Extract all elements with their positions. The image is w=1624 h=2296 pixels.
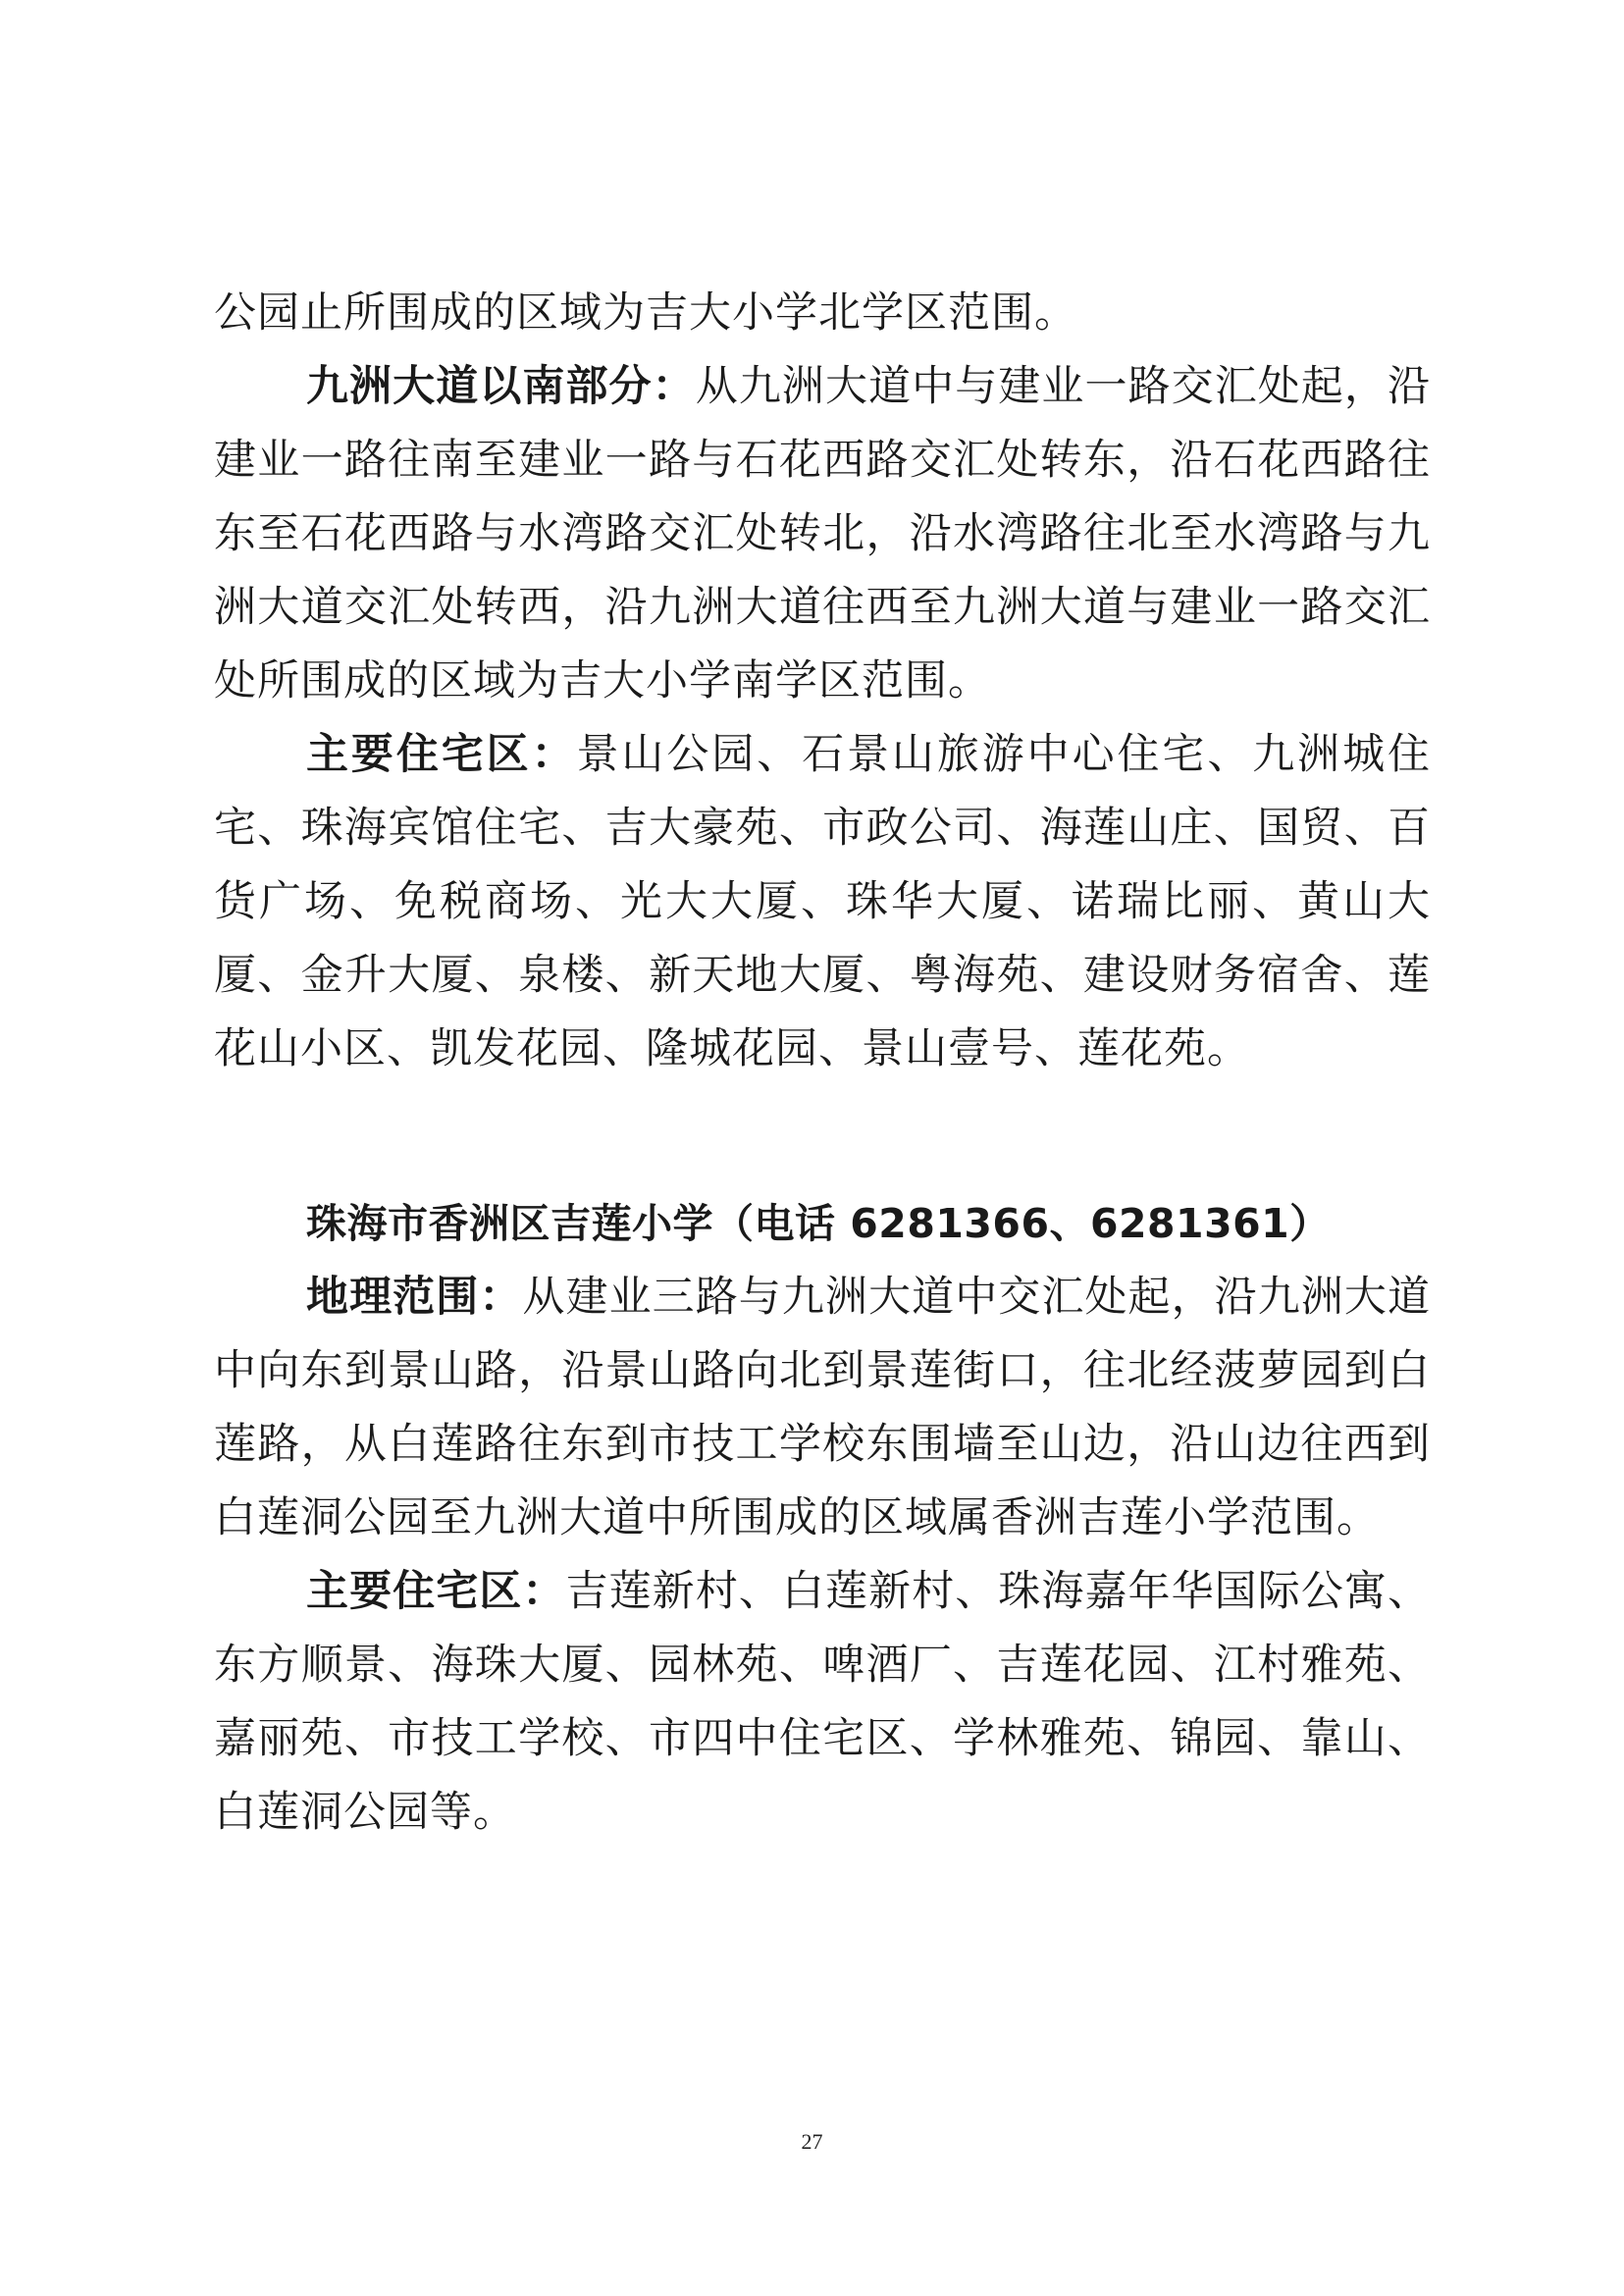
section-jida-school xyxy=(214,277,1431,1086)
continuation-text: 公园止所围成的区域为吉大小学北学区范围。 xyxy=(214,288,1077,338)
south-part-label: 九洲大道以南部分： xyxy=(306,362,696,411)
geography-paragraph xyxy=(214,1261,1431,1555)
geography-label: 地理范围： xyxy=(306,1273,523,1322)
residential-label-two: 主要住宅区： xyxy=(306,1567,566,1616)
residential-text-one: 景山公园、石景山旅游中心住宅、九洲城住宅、珠海宾馆住宅、吉大豪苑、市政公司、海莲山庄、国贸、百货广场、免税商场、光大大厦、珠华大厦、诺瑞比丽、黄山大厦、金升大厦、泉楼、新天地大厦、粤海苑、建设财务宿舍、莲花山小区、凯发花园、隆城花园、景山壹号、莲花苑。 xyxy=(214,730,1431,1073)
south-part-text: 从九洲大道中与建业一路交汇处起，沿建业一路往南至建业一路与石花西路交汇处转东，沿石花西路往东至石花西路与水湾路交汇处转北，沿水湾路往北至水湾路与九洲大道交汇处转西，沿九洲大道往西至九洲大道与建业一路交汇处所围成的区域为吉大小学南学区范围。 xyxy=(214,362,1432,705)
section-jilian-school xyxy=(214,1261,1431,1850)
continuation-paragraph xyxy=(214,277,1431,350)
residential-text-two: 吉莲新村、白莲新村、珠海嘉年华国际公寓、东方顺景、海珠大厦、园林苑、啤酒厂、吉莲花园、江村雅苑、嘉丽苑、市技工学校、市四中住宅区、学林雅苑、锦园、靠山、白莲洞公园等。 xyxy=(214,1567,1432,1837)
residential-label-one: 主要住宅区： xyxy=(306,730,577,779)
school-heading-jilian: 珠海市香洲区吉莲小学（电话 6281366、6281361） xyxy=(306,1200,1331,1247)
page-number: 27 xyxy=(801,2129,823,2154)
residential-paragraph-two xyxy=(214,1555,1431,1850)
geography-text: 从建业三路与九洲大道中交汇处起，沿九洲大道中向东到景山路，沿景山路向北到景莲街口，往北经菠萝园到白莲路，从白莲路往东到市技工学校东围墙至山边，沿山边往西到白莲洞公园至九洲大道中所围成的区域属香洲吉莲小学范围。 xyxy=(214,1273,1432,1542)
south-part-paragraph xyxy=(214,350,1431,718)
residential-paragraph-one xyxy=(214,718,1431,1086)
